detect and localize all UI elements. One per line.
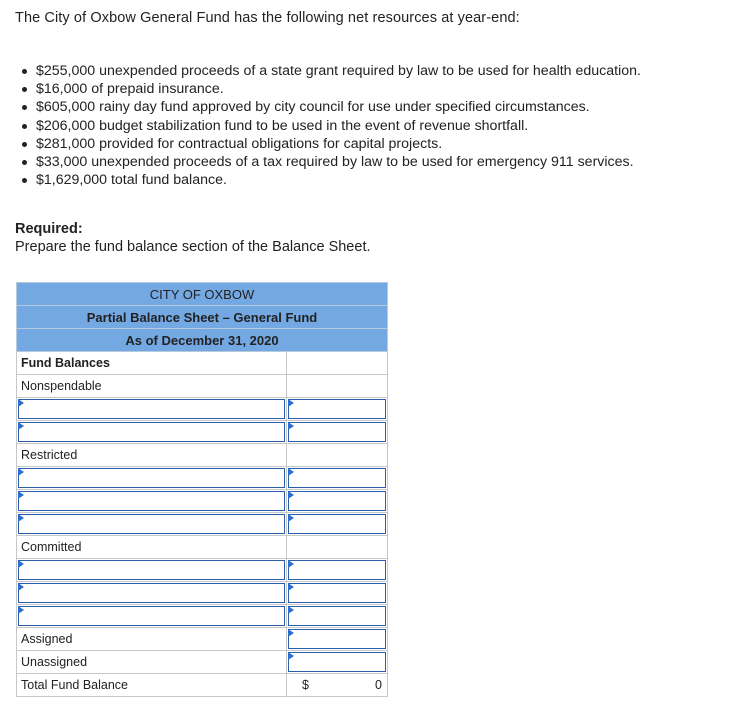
- table-row: [16, 674, 388, 697]
- table-row: [16, 375, 388, 398]
- required-text: Prepare the fund balance section of the Balance Sheet.: [15, 239, 371, 255]
- list-item: $255,000 unexpended proceeds of a state grant required by law to be used for health education.: [20, 62, 641, 80]
- nonspendable-amount-1-input[interactable]: [288, 399, 386, 419]
- committed-amount-1-input[interactable]: [288, 560, 386, 580]
- table-row: [16, 605, 388, 628]
- list-item: $33,000 unexpended proceeds of a tax required by law to be used for emergency 911 services.: [20, 153, 641, 171]
- assigned-label: Assigned: [16, 628, 287, 651]
- list-item: $281,000 provided for contractual obligations for capital projects.: [20, 135, 641, 153]
- sheet-title-date: As of December 31, 2020: [16, 328, 388, 352]
- restricted-item-2-input[interactable]: [18, 491, 285, 511]
- table-row: [16, 398, 388, 421]
- table-row: [16, 467, 388, 490]
- assigned-amount-input[interactable]: [288, 629, 386, 649]
- total-fund-balance-label: Total Fund Balance: [16, 674, 287, 697]
- list-item: $605,000 rainy day fund approved by city council for use under specified circumstances.: [20, 98, 641, 116]
- table-row: [16, 352, 388, 375]
- list-item: $16,000 of prepaid insurance.: [20, 80, 641, 98]
- resource-list: [20, 62, 641, 189]
- nonspendable-label: Nonspendable: [16, 375, 287, 398]
- restricted-amount-1-input[interactable]: [288, 468, 386, 488]
- restricted-item-3-input[interactable]: [18, 514, 285, 534]
- committed-label: Committed: [16, 536, 287, 559]
- list-item: $206,000 budget stabilization fund to be used in the event of revenue shortfall.: [20, 117, 641, 135]
- total-fund-balance-value: 0: [375, 678, 382, 692]
- sheet-title-entity: CITY OF OXBOW: [16, 282, 388, 305]
- nonspendable-item-1-input[interactable]: [18, 399, 285, 419]
- unassigned-amount-input[interactable]: [288, 652, 386, 672]
- problem-intro: The City of Oxbow General Fund has the following net resources at year-end:: [15, 10, 520, 26]
- restricted-item-1-input[interactable]: [18, 468, 285, 488]
- fund-balances-label: Fund Balances: [16, 352, 287, 375]
- table-row: [16, 421, 388, 444]
- table-row: [16, 444, 388, 467]
- committed-amount-2-input[interactable]: [288, 583, 386, 603]
- table-row: [16, 559, 388, 582]
- committed-item-3-input[interactable]: [18, 606, 285, 626]
- table-row: [16, 513, 388, 536]
- sheet-title-statement: Partial Balance Sheet – General Fund: [16, 305, 388, 328]
- total-fund-balance-cell: [287, 674, 388, 697]
- total-currency-symbol: $: [302, 678, 309, 692]
- table-row: [16, 651, 388, 674]
- nonspendable-item-2-input[interactable]: [18, 422, 285, 442]
- restricted-amount-2-input[interactable]: [288, 491, 386, 511]
- committed-item-2-input[interactable]: [18, 583, 285, 603]
- nonspendable-amount-2-input[interactable]: [288, 422, 386, 442]
- restricted-label: Restricted: [16, 444, 287, 467]
- table-row: [16, 490, 388, 513]
- unassigned-label: Unassigned: [16, 651, 287, 674]
- list-item: $1,629,000 total fund balance.: [20, 171, 641, 189]
- committed-item-1-input[interactable]: [18, 560, 285, 580]
- table-row: [16, 628, 388, 651]
- required-heading: Required:: [15, 221, 83, 237]
- balance-sheet-form: [16, 282, 388, 697]
- committed-amount-3-input[interactable]: [288, 606, 386, 626]
- restricted-amount-3-input[interactable]: [288, 514, 386, 534]
- table-row: [16, 582, 388, 605]
- table-row: [16, 536, 388, 559]
